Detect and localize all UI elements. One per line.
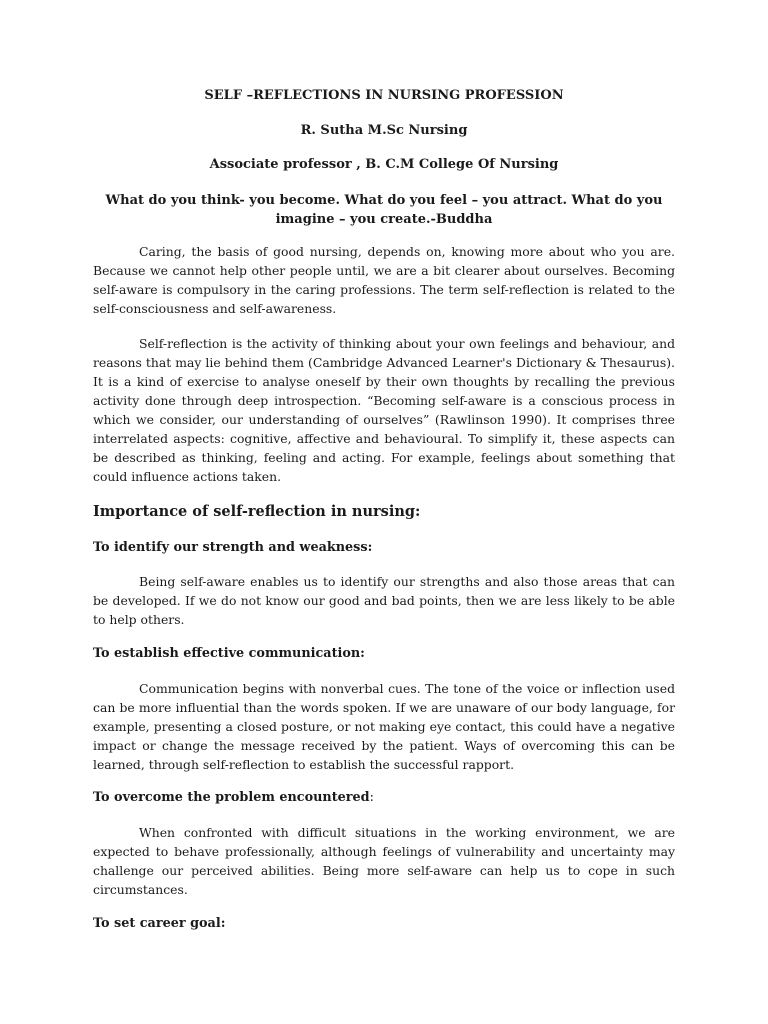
intro-paragraph-text: Caring, the basis of good nursing, depends on, knowing more about who you are. Because we cannot help other people until, we are a bit clearer about ourselves. Becoming self-aware is compulsory in the caring professions. The term self-reflection is related to the self-consciousness and self-awareness. <box>93 244 675 316</box>
definition-paragraph <box>93 334 675 486</box>
buddha-quote: What do you think- you become. What do you feel – you attract. What do you imagine – you create.-Buddha <box>105 193 663 227</box>
definition-paragraph-text: Self-reflection is the activity of thinking about your own feelings and behaviour, and reasons that may lie behind them (Cambridge Advanced Learner's Dictionary & Thesaurus). It is a kind of exercise to analyse oneself by their own thoughts by recalling the previous activity done through deep introspection. “Becoming self-aware is a conscious process in which we consider, our understanding of ourselves” (Rawlinson 1990). It comprises three interrelated aspects: cognitive, affective and behavioural. To simplify it, these aspects can be described as thinking, feeling and acting. For example, feelings about something that could influence actions taken. <box>93 336 675 484</box>
section-text-communication <box>93 679 675 774</box>
section-heading-problem <box>93 790 374 805</box>
intro-paragraph <box>93 242 675 318</box>
section-heading-strength: To identify our strength and weakness: <box>93 540 373 555</box>
section-heading-communication: To establish effective communication: <box>93 646 365 661</box>
importance-heading: Importance of self-reflection in nursing: <box>93 503 421 520</box>
affiliation-line: Associate professor , B. C.M College Of Nursing <box>209 157 559 172</box>
section-text-problem-body: When confronted with difficult situations in the working environment, we are expected to behave professionally, although feelings of vulnerability and uncertainty may challenge our perceived abilities. Being more self-aware can help us to cope in such circumstances. <box>93 825 675 897</box>
author-line: R. Sutha M.Sc Nursing <box>300 123 468 138</box>
document-title: SELF –REFLECTIONS IN NURSING PROFESSION <box>204 88 564 103</box>
section-text-strength <box>93 572 675 629</box>
section-text-communication-body: Communication begins with nonverbal cues. The tone of the voice or inflection used can be more influential than the words spoken. If we are unaware of our body language, for example, presenting a closed posture, or not making eye contact, this could have a negative impact or change the message received by the patient. Ways of overcoming this can be learned, through self-reflection to establish the successful rapport. <box>93 681 675 772</box>
section-heading-problem-colon: : <box>369 790 374 805</box>
section-heading-career: To set career goal: <box>93 916 226 931</box>
section-text-problem <box>93 823 675 899</box>
section-text-strength-body: Being self-aware enables us to identify our strengths and also those areas that can be developed. If we do not know our good and bad points, then we are less likely to be able to help others. <box>93 574 675 627</box>
section-heading-problem-text: To overcome the problem encountered <box>93 790 370 805</box>
